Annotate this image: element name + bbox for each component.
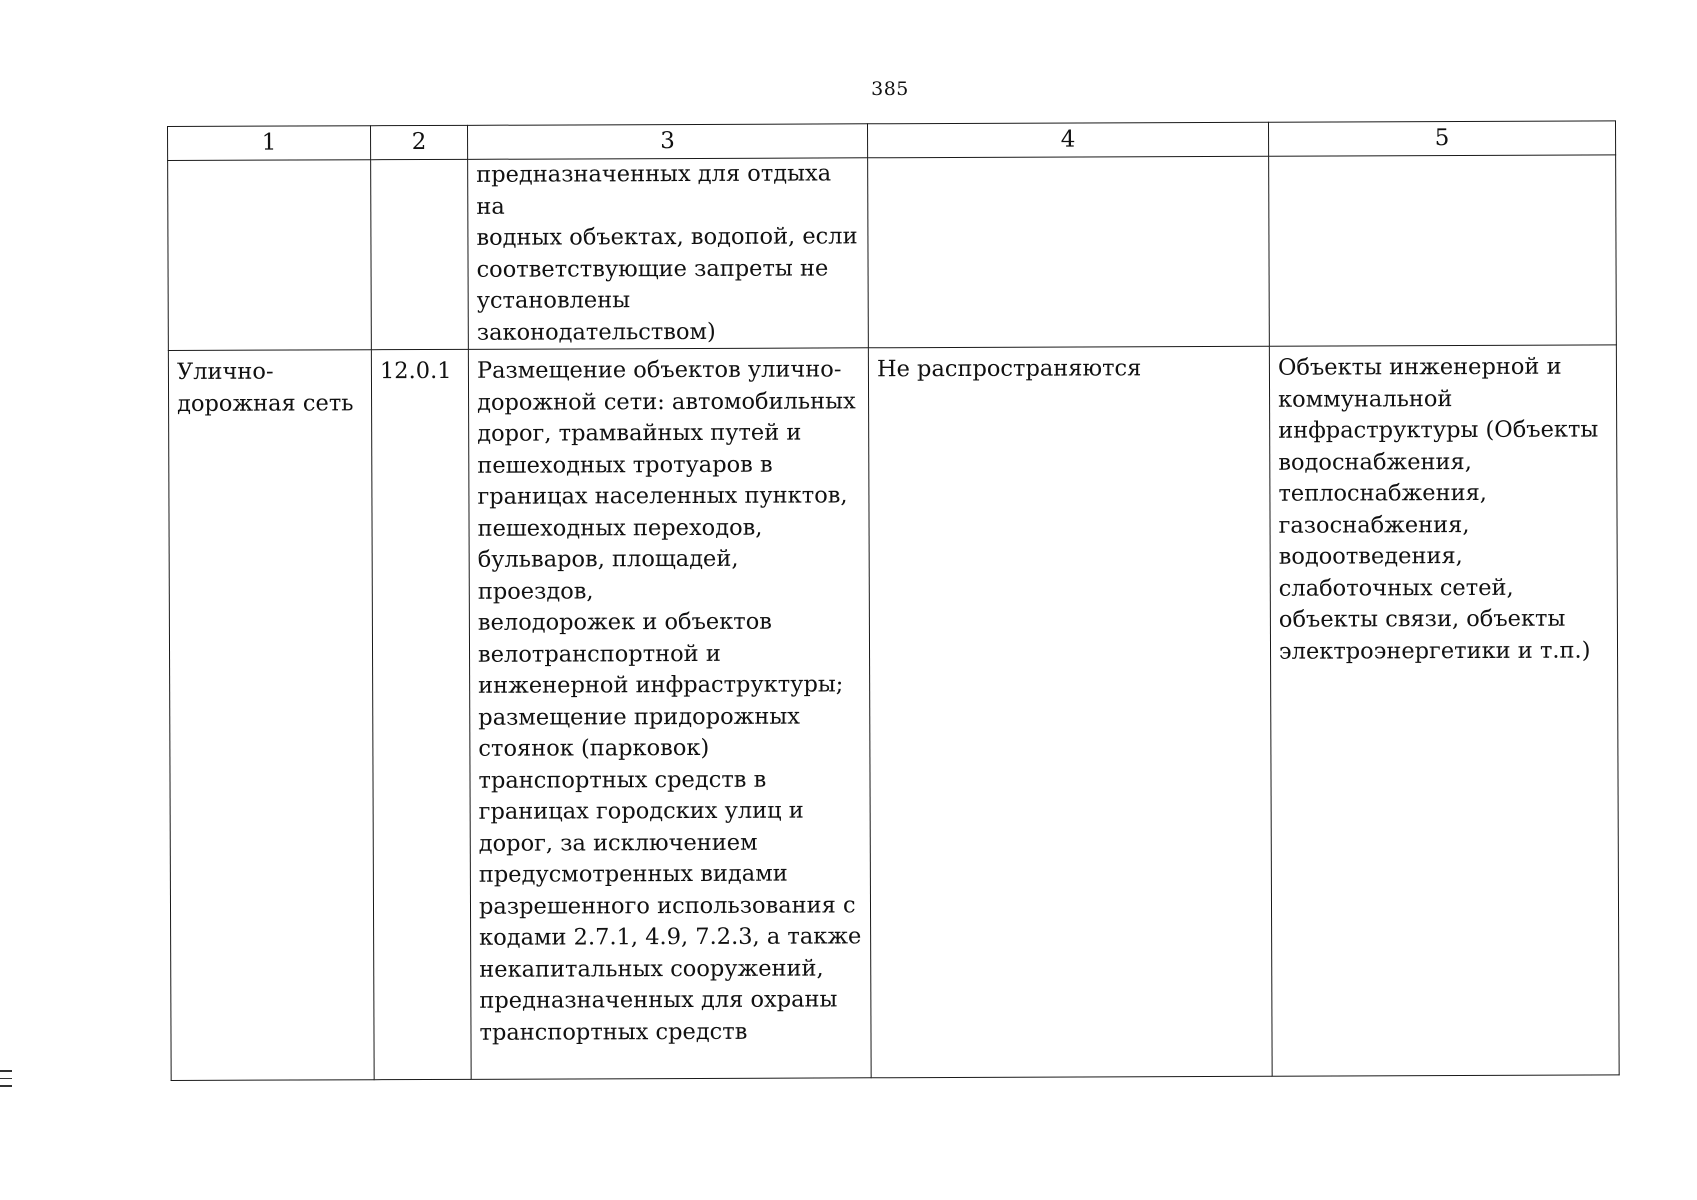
table-row [168,155,1617,351]
document-table [167,120,1620,1081]
header-cell-2: 2 [371,125,468,159]
row-column4-cell [868,156,1270,348]
row-name-cell [168,160,372,351]
table-header-row [168,121,1616,161]
row-column4-cell: Не распространяются [868,346,1272,1078]
header-cell-4: 4 [867,122,1268,158]
row-description-cell: Размещение объектов улично- дорожной сети: автомобильных дорог, трамвайных путей и пешеходных тротуаров в границах населенных пунктов, пешеходных переходов, бульваров, площадей, проездов, велодорожек и объектов велотранспортной и инженерной инфраструктуры; размещение придорожных стоянок (парковок) транспортных средств в границах городских улиц и дорог, за исключением предусмотренных видами разрешенного использования с кодами 2.7.1, 4.9, 7.2.3, а также некапитальных сооружений, предназначенных для охраны транспортных средств [468,348,871,1080]
page-number: 385 [871,78,909,100]
row-code-cell [371,159,469,349]
header-cell-1: 1 [168,126,371,161]
header-cell-5: 5 [1268,121,1615,156]
margin-mark [0,1070,12,1092]
row-description-cell: предназначенных для отдыха на водных объектах, водопой, если соответствующие запреты не установлены законодательством) [468,158,869,350]
table-row [168,345,1619,1081]
row-code-cell: 12.0.1 [371,349,471,1079]
row-column5-cell [1269,155,1617,346]
row-name-cell: Улично- дорожная сеть [168,350,374,1081]
row-column5-cell: Объекты инженерной и коммунальной инфраструктуры (Объекты водоснабжения, теплоснабжения, газоснабжения, водоотведения, слаботочных сетей, объекты связи, объекты электроэнергетики и т.п.) [1269,345,1619,1076]
header-cell-3: 3 [467,124,867,160]
